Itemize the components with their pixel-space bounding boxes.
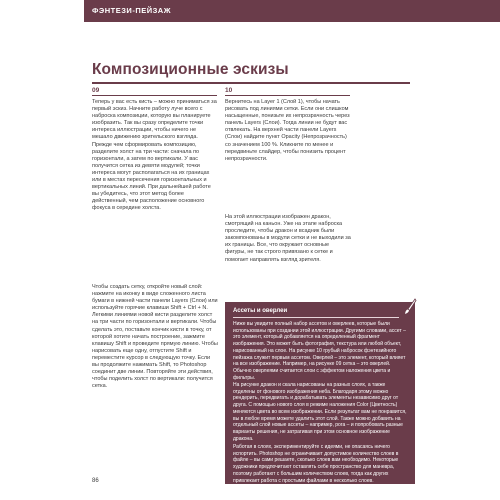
step9-paragraph-2: Чтобы создать сетку, откройте новый слой: нажмите на иконку в виде сложенного листа бумаги в нижней части панели Layers (Слои) или используйте горячие клавиши Shift + Ctrl + N. Легкими линиями новой кисти разделите холст на три части по горизонтали и вертикали. Чтобы сделать это, поставьте кончик кисти в точку, от которой хотите начать построение, зажмите клавишу Shift и проведите прямую линию. Чтобы нарисовать еще одну, отпустите Shift и переместите курсор в следующую точку. Если вы продолжите нажимать Shift, то Photoshop соединит две линии. Повторяйте эти действия, чтобы поделить холст по вертикали: получится сетка. — [92, 284, 218, 390]
header-title: ФЭНТЕЗИ-ПЕЙЗАЖ — [92, 6, 172, 15]
title-rule — [92, 82, 410, 84]
step-rule-09 — [92, 95, 217, 96]
page-number: 86 — [92, 478, 99, 484]
step9-paragraph-1: Теперь у вас есть кисть – можно приниматься за первый эскиз. Начните работу луче всего с наброска композиции, которую вы планируете изобразить. Так вы сразу определите точки интереса иллюстрации, чтобы ничего не мешало движению зрительского взгляда. Прежде чем сформировать композицию, разделите холст на три части: сначала по горизонтали, а затем по вертикали. У вас получится сетка из девяти модулей; точки интереса могут располагаться на их границах или в местах пересечения горизонтальных и вертикальных линий. При дальнейшей работе вы убедитесь, что этот метод более действенный, чем расположение основного фокуса в середине холста. — [92, 99, 217, 212]
sidebar-paragraph-2: На рисунке дракон и скала нарисованы на разных слоях, а также отделены от фонового изображения неба. Благодаря этому можно рендерить, передвигать и дорабатывать элементы независимо друг от друга. С помощью нового слоя в режиме наложения Color (Цветность) меняются цвета во всем изображении. Если результат вам не понравится, вы в любое время можете удалить этот слой. Также можно добавить на отдельный слой новые ассеты – например, рога – и попробовать разные варианты решения, не затрагивая при этом основное изображение дракона. — [233, 382, 407, 442]
sidebar-title: Ассеты и оверлеи — [233, 308, 288, 314]
section-title: Композиционные эскизы — [92, 61, 289, 78]
step-rule-10 — [225, 95, 350, 96]
brush-icon — [403, 298, 417, 316]
step-number-09: 09 — [92, 87, 100, 94]
step-number-10: 10 — [225, 87, 233, 94]
assets-overlays-sidebar — [225, 302, 415, 484]
step10-paragraph-1: Вернитесь на Layer 1 (Слой 1), чтобы начать рисовать под линиями сетки. Если они слишком насыщенные, понизьте их непрозрачность через панель Layers (Слои). Тогда линии не будут вас отвлекать. На верхней части панели Layers (Слои) найдите пункт Opacity (Непрозрачность) со значением 100 %. Кликните по менее и передвиньте слайдер, чтобы понизить процент непрозрачности. — [225, 99, 350, 162]
step10-paragraph-2: На этой иллюстрации изображен дракон, смотрящий на каньон. Уже на этапе наброска проследите, чтобы дракон и всадник были закомпонованы в модули сетки и не выходили за их границы. Все, что окружает основные фигуры, не так строго привязано к сетке и помогает направлять взгляд зрителя. — [225, 214, 351, 263]
sidebar-paragraph-3: Работая в слоях, экспериментируйте с идеями, не опасаясь ничего испортить. Photoshop не ограничивает допустимое количество слоев в файле – вы сами решаете, сколько слоев вам необходимо. Некоторые художники предпочитают оставлять себе пространство для маневра, поэтому работают с большим количеством слоев, тогда как других привлекает работа с простыми файлами в несколько слоев. — [233, 444, 399, 484]
sidebar-paragraph-1: Ниже вы увидите полный набор ассетов и оверлеев, которые были использованы при создании этой иллюстрации. Другими словами, ассет – это элемент, который добавляется на определенный фрагмент изображения. Это может быть фотография, текстура или любой объект, нарисованный на слое. На рисунке 10 грубый набросок фэнтезийного пейзажа служит первым ассетом. Оверлей – это элемент, который влияет на все изображение. Например, на рисунке 09 сетка – это оверлей. Обычно оверлеями считается слои с эффектом наложения цвета и фильтры. — [233, 321, 406, 381]
sidebar-rule — [233, 317, 399, 318]
